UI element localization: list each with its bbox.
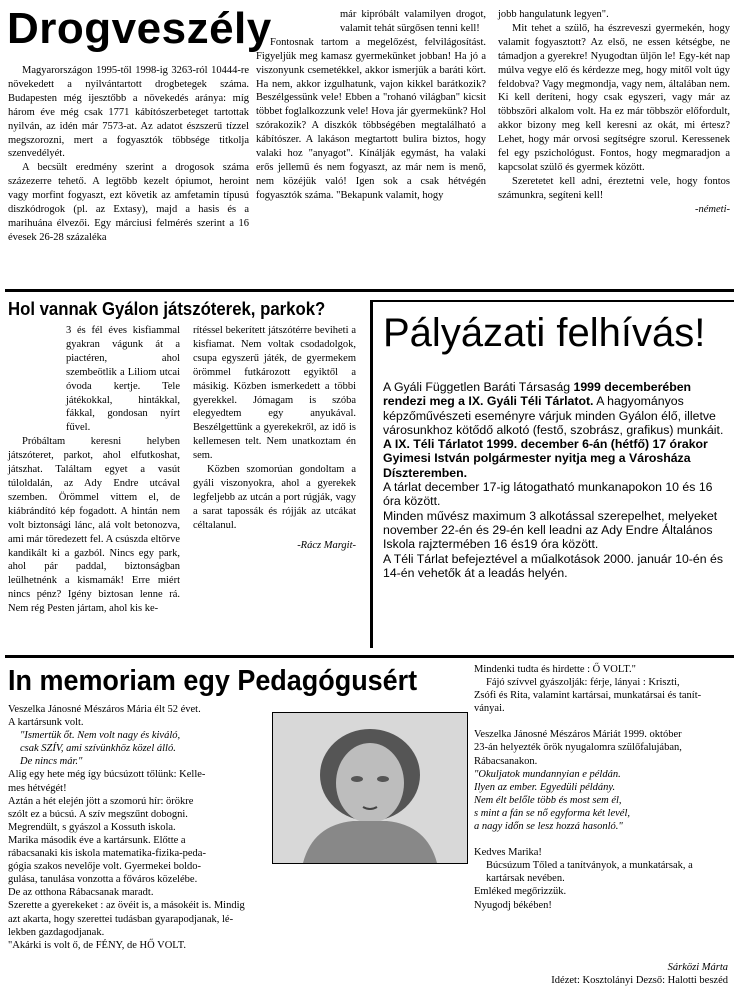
memoriam-line: Aztán a hét elején jött a szomorú hír: örökre	[8, 795, 194, 807]
memoriam-line: 23-án helyezték örök nyugalomra szülőfalujában,	[474, 742, 682, 754]
memoriam-line: lekben gazdagodjanak.	[8, 926, 105, 938]
memoriam-line: De az otthona Rábacsanak maradt.	[8, 887, 154, 899]
gyal-col1-paragraph: Próbáltam keresni helyben játszóteret, parkot, ahol elfutkoshat, játszhat. Találtam egyet a vasút túloldalán, az Ady Endre utcával szemben. Örömmel vittem el, de kiábrándító kép fogadott. A hintán nem volt biztonsági lánc, alá volt betonozva, ami már töredezett fel. A csúszda eltörve kandikált ki a gazból. Nincs egy park, ahol pár paddal, biztonságban leülhetnénk a kismamák! Erre miért nincs pénz? Igény biztosan lenne rá. Nem rég Pesten jártam, ahol kis ke-	[8, 436, 180, 615]
memoriam-right-text	[474, 663, 736, 912]
memoriam-line: Megrendült, s gyászol a Kossuth iskola.	[8, 821, 176, 833]
gyal-signature: -Rácz Margit-	[297, 539, 356, 551]
memoriam-line: gógia szakos nevelője volt. Gyermekei boldo-	[8, 861, 202, 873]
memoriam-line: Búcsúzum Tőled a tanítványok, a munkatársak, a	[486, 860, 693, 872]
memoriam-left-text	[8, 703, 270, 952]
drog-col3-paragraph: Mit tehet a szülő, ha észreveszi gyermekén, hogy valamit fogyasztott? Az első, ne essen kétségbe, ne támadjon a gyerekre! Nyugodtan üljön le! Egy-két nap múlva vegye elő és kérdezze meg, hogy mitől volt úgy feldobva? Vagy megmondja, vagy nem, általában nem. Ki kell deríteni, hogy csak egyszeri, vagy már az többszöri alkalom volt. Ha ez már többször előfordult, akkor bizony meg kell keresni az okát, mi értesz? Lehet, hogy már orvosi segítségre szorul. Keressenek fel egy pszichológust. Fontos, hogy megmaradjon a kapcsolat szülő és gyermek között.	[498, 22, 730, 173]
palyazat-paragraph-2: A IX. Téli Tárlatot 1999. december 6-án (hétfő) 17 órakor Gyimesi István polgármester nyitja meg a Városháza Díszteremben.	[383, 437, 708, 480]
memoriam-signature: Sárközi Márta	[667, 962, 728, 973]
palyazat-body	[383, 380, 728, 580]
memoriam-line	[474, 833, 736, 846]
portrait-image	[273, 713, 467, 863]
memoriam-line: Szerette a gyerekeket : az övéit is, a másokéit is. Mindig	[8, 900, 245, 912]
memoriam-line: Fájó szívvel gyászolják: férje, lányai : Kriszti,	[486, 677, 680, 689]
palyazat-frame-top	[370, 300, 734, 302]
memoriam-line: mes hétvégét!	[8, 782, 67, 794]
memoriam-quote-source: Idézet: Kosztolányi Dezső: Halotti beszéd	[551, 975, 728, 986]
memoriam-line: Kedves Marika!	[474, 847, 542, 859]
memoriam-line: Alig egy hete még így búcsúzott tőlünk: Kelle-	[8, 769, 206, 781]
memoriam-line: szólt ez a búcsú. A szív megszűnt dobogni.	[8, 808, 188, 820]
portrait-photo	[272, 712, 468, 864]
memoriam-line: Nem élt belőle több és most sem él,	[474, 794, 622, 806]
memoriam-line: Rábacsanakon.	[474, 755, 538, 767]
drog-col1-paragraph: Magyarországon 1995-től 1998-ig 3263-ról 10444-re növekedett a nyilvántartott drogbetegek száma. Budapesten még ijesztőbb a növekedés aránya: míg három éve még csak 1771 kábítószerbeteget tartottak nyilván, az idén már 7573-at. Az adatot észszerű tízzel megszorozni, mert a fogyasztók többsége titkolja szenvedélyét.	[8, 65, 249, 160]
gyal-col2-paragraph: rítéssel bekerített játszótérre beviheti a kisfiamat. Nem voltak csodadolgok, csupa egyszerű játék, de gyermekem örömmel futkározott egyiktől a másikig. Közben ismerkedett a többi gyerekkel. Jómagam is szóba elegyedtem egy anyukával. Beszélgettünk a gyerekekről, az idő is kellemesen telt. Nem unatkoztam én sem.	[193, 325, 356, 462]
drog-title: Drogveszély	[7, 4, 272, 53]
memoriam-line: Ilyen az ember. Egyedüli példány.	[474, 781, 616, 793]
palyazat-text: A Gyáli Független Baráti Társaság	[383, 380, 574, 394]
memoriam-line: s mint a fán se nő egyforma két levél,	[474, 807, 631, 819]
memoriam-line: Zsófi és Rita, valamint kartársai, munkatársai és tanít-	[474, 690, 702, 702]
drog-signature: -németi-	[695, 203, 730, 215]
memoriam-line: Nyugodj békében!	[474, 899, 552, 911]
memoriam-line: Mindenki tudta és hirdette : Ő VOLT."	[474, 664, 636, 675]
memoriam-line: "Okuljatok mundannyian e példán.	[474, 768, 621, 780]
memoriam-line: Marika második éve a kartársunk. Előtte a	[8, 834, 186, 846]
palyazat-paragraph-4: Minden művész maximum 3 alkotással szerepelhet, melyeket november 22-én és 29-én kell leadni az Ady Endre Általános Iskola rajztermében 16 és19 óra között.	[383, 508, 718, 552]
memoriam-line: azt akarta, hogy szerettei tudásban gyarapodjanak, lé-	[8, 913, 234, 925]
palyazat-frame-left	[370, 300, 373, 648]
memoriam-title: In memoriam egy Pedagógusért	[8, 665, 418, 697]
memoriam-line: De nincs már."	[20, 756, 83, 768]
drog-column-3	[498, 8, 730, 217]
palyazat-paragraph-5: A Téli Tárlat befejeztével a műalkotások 2000. január 10-én és 14-én vehetők át a leadás helyén.	[383, 551, 723, 580]
memoriam-line: rábacsanaki kis iskola matematika-fizika-peda-	[8, 848, 206, 860]
memoriam-line: Emléked megőrizzük.	[474, 886, 567, 898]
memoriam-line: A kartársunk volt.	[8, 717, 84, 729]
palyazat-paragraph-1	[383, 380, 728, 437]
memoriam-line: "Akárki is volt ő, de FÉNY, de HŐ VOLT.	[8, 939, 187, 951]
drog-column-2	[256, 8, 486, 203]
memoriam-line: ványai.	[474, 703, 505, 715]
memoriam-line	[474, 715, 736, 728]
memoriam-line: "Ismertük őt. Nem volt nagy és kiváló,	[20, 730, 181, 742]
palyazat-text: A hagyományos képzőművészeti eseményre várjuk minden Gyálon élő, illetve városunkhoz kötődő alkotó (festő, szobrász, grafikus) munkáit.	[383, 394, 724, 437]
memoriam-line: Veszelka Jánosné Mészáros Mária élt 52 évet.	[8, 704, 201, 715]
memoriam-line: csak SZÍV, ami szívünkhöz közel álló.	[20, 743, 176, 755]
drog-col1-paragraph: A becsült eredmény szerint a drogosok száma százezerre tehető. A legtöbb kezelt ópiumot, heroint vagy morfint fogyaszt, ezt követik az amfetamin típusú diszkódrogok (pl. az Extasy), majd a hasis és a marihuána élvezői. Egy márciusi felmérés szerint a 16 évesek 26-28 százaléka	[8, 162, 249, 243]
section-divider	[5, 289, 734, 292]
gyal-col2-paragraph: Közben szomorúan gondoltam a gyáli viszonyokra, ahol a gyerekek legfeljebb az utcán a port rúgják, vagy a sarat tapossák és rójják az utcákat céltalanul.	[193, 464, 356, 531]
drog-col2-paragraph: Fontosnak tartom a megelőzést, felvilágosítást. Figyeljük meg kamasz gyermekünket jobban! Ha jó a viszonyunk csemetékkel, akkor ismerjük a baráti kört. Ha nem, akkor izgulhatunk, vajon kikkel barátkozik? Beszélgessünk vele! Ebben a "rohanó világban" kicsit többet foglalkozzunk vele! Hova jár gyermekünk? Hol szórakozik? A diszkók többségében megtalálható a kábítószer. A lakáson megtartott bulira biztos, hogy valaki hoz "anyagot". Kínálják egymást, ha valaki erős jellemű és nem fogyaszt, az már nem is menő, nem közéjük való! Igen sok a csak hétvégén fogyasztók száma. "Bekapunk valamit, hogy	[256, 36, 486, 201]
gyal-title: Hol vannak Gyálon játszóterek, parkok?	[8, 299, 326, 319]
gyal-column-1	[8, 324, 180, 616]
drog-column-1	[8, 64, 249, 245]
drog-col2-paragraph: már kipróbált valamilyen drogot, valamit tehát sürgősen tenni kell!	[340, 9, 486, 34]
memoriam-line: kartársak nevében.	[486, 873, 565, 885]
gyal-col1-paragraph: 3 és fél éves kisfiammal gyakran vágunk át a piactéren, ahol szembeötlik a Liliom utcai óvoda kertje. Tele játékokkal, hintákkal, fákkal, gondosan nyírt fűvel.	[66, 325, 180, 434]
gyal-column-2	[193, 324, 356, 553]
drog-col3-paragraph: Szeretetet kell adni, éreztetni vele, hogy fontos számunkra, segíteni kell!	[498, 175, 730, 201]
drog-col3-paragraph: jobb hangulatunk legyen".	[498, 9, 609, 20]
palyazat-paragraph-3: A tárlat december 17-ig látogatható munkanapokon 10 és 16 óra között.	[383, 480, 713, 509]
palyazat-highlight: 1999 decemberében rendezi meg a IX. Gyáli Téli Tárlatot.	[383, 380, 692, 409]
memoriam-line: Veszelka Jánosné Mészáros Máriát 1999. október	[474, 729, 682, 741]
palyazat-title: Pályázati felhívás!	[383, 311, 706, 355]
memoriam-line: gulása, tanulása vonzotta a főváros közelébe.	[8, 874, 198, 886]
memoriam-line: a nagy időn se lesz hozzá hasonló."	[474, 821, 623, 833]
section-divider	[5, 655, 734, 658]
